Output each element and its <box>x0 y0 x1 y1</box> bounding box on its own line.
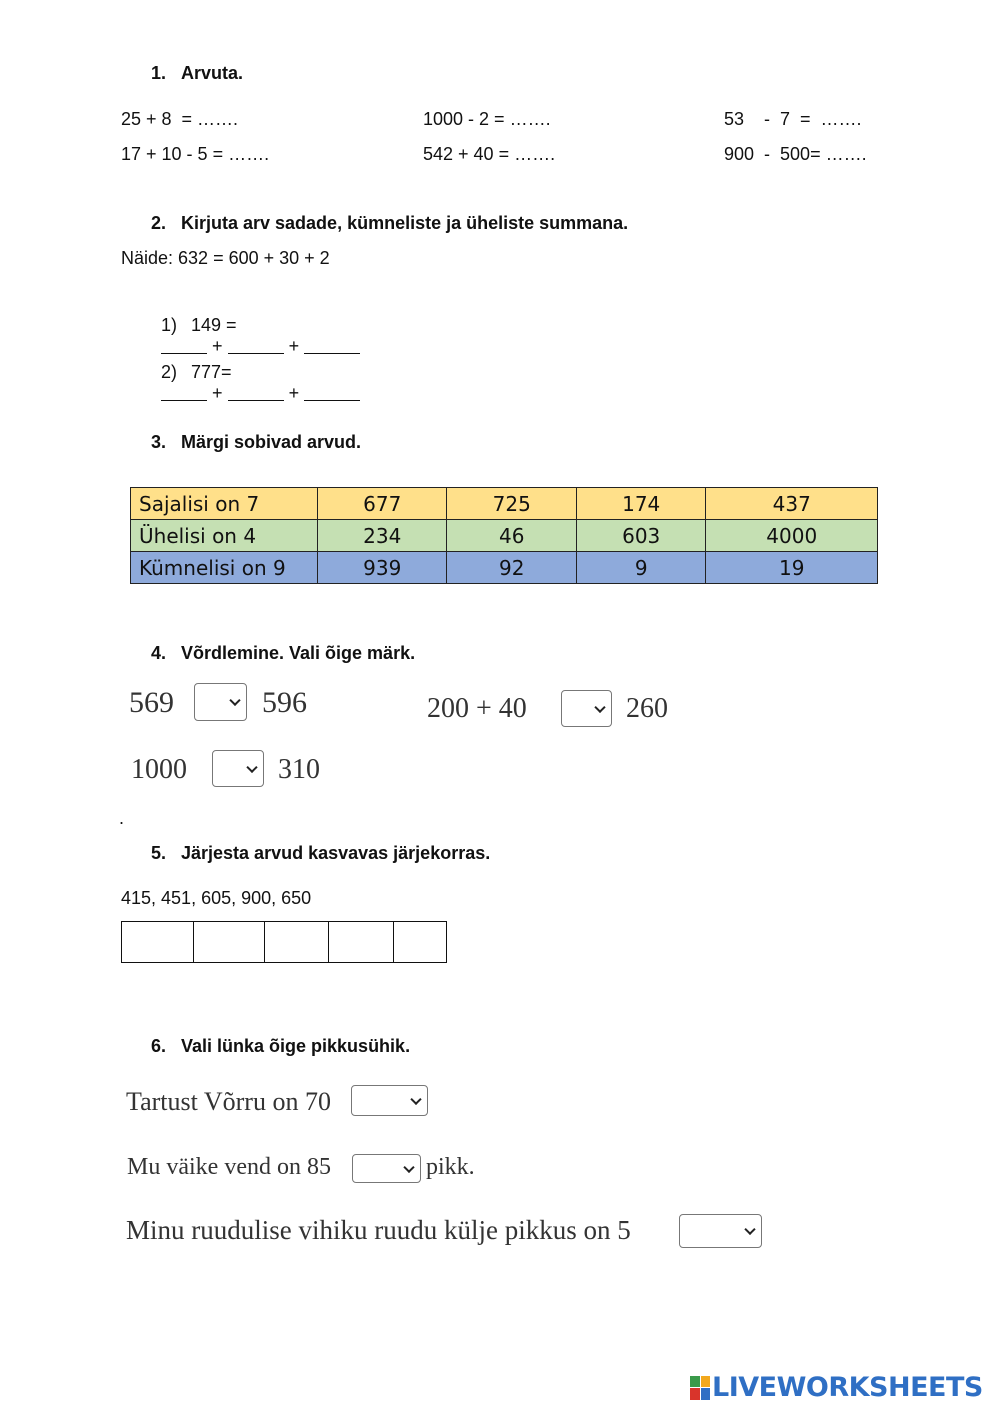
chevron-down-icon <box>403 1161 414 1172</box>
unit-sentence-1: Tartust Võrru on 70 <box>126 1087 331 1116</box>
unit-sentence-2: Mu väike vend on 85 <box>127 1154 331 1180</box>
order-box[interactable] <box>329 922 394 962</box>
order-box[interactable] <box>194 922 265 962</box>
chevron-down-icon <box>744 1224 755 1235</box>
section1-heading: 1. Arvuta. <box>151 63 244 83</box>
unit-select[interactable] <box>679 1214 762 1248</box>
comparison-select[interactable] <box>561 690 612 727</box>
table-row <box>131 488 878 520</box>
example-text: Näide: 632 = 600 + 30 + 2 <box>121 248 330 268</box>
exercise-1b: 1000 - 2 = ……. <box>423 109 551 129</box>
table-cell[interactable]: 437 <box>706 488 878 520</box>
section3-heading: 3. Märgi sobivad arvud. <box>151 432 362 452</box>
table-cell[interactable]: 46 <box>447 520 576 552</box>
chevron-down-icon <box>594 701 605 712</box>
section5-heading: 5. Järjesta arvud kasvavas järjekorras. <box>151 843 491 863</box>
unit-select[interactable] <box>352 1154 421 1183</box>
exercise-1f: 900 - 500= ……. <box>724 144 867 164</box>
table-cell[interactable]: 9 <box>576 552 705 584</box>
chevron-down-icon <box>410 1093 421 1104</box>
table-cell[interactable]: 234 <box>318 520 447 552</box>
answer-blank[interactable] <box>228 384 284 401</box>
chevron-down-icon <box>246 761 257 772</box>
compare-left: 569 <box>129 686 174 719</box>
answer-blank[interactable] <box>304 384 360 401</box>
table-cell[interactable]: 174 <box>576 488 705 520</box>
order-boxes <box>121 921 447 963</box>
table-cell[interactable]: 4000 <box>706 520 878 552</box>
table-cell[interactable]: 92 <box>447 552 576 584</box>
table-cell[interactable]: 725 <box>447 488 576 520</box>
compare-right: 596 <box>262 686 307 719</box>
section6-heading: 6. Vali lünka õige pikkusühik. <box>151 1036 411 1056</box>
section4-heading: 4. Võrdlemine. Vali õige märk. <box>151 643 416 663</box>
comparison-select[interactable] <box>194 683 247 721</box>
liveworksheets-logo <box>690 1372 983 1403</box>
unit-sentence-2-end: pikk. <box>426 1154 475 1180</box>
compare-right: 310 <box>278 754 320 785</box>
table-cell[interactable]: 677 <box>318 488 447 520</box>
table-row <box>131 520 878 552</box>
number-table <box>130 487 878 584</box>
exercise-1a: 25 + 8 = ……. <box>121 109 239 129</box>
row-label: Sajalisi on 7 <box>131 488 318 520</box>
section2-heading: 2. Kirjuta arv sadade, kümneliste ja üheliste summana. <box>151 213 629 233</box>
exercise-1c: 53 - 7 = ……. <box>724 109 862 129</box>
table-cell[interactable]: 603 <box>576 520 705 552</box>
compare-right: 260 <box>626 693 668 724</box>
table-cell[interactable]: 19 <box>706 552 878 584</box>
answer-blank[interactable] <box>161 384 207 401</box>
exercise-1d: 17 + 10 - 5 = ……. <box>121 144 270 164</box>
unit-sentence-3: Minu ruudulise vihiku ruudu külje pikkus on 5 <box>126 1215 631 1245</box>
stray-dot: . <box>119 808 125 828</box>
order-box[interactable] <box>122 922 194 962</box>
comparison-select[interactable] <box>212 750 264 787</box>
row-label: Ühelisi on 4 <box>131 520 318 552</box>
compare-left: 1000 <box>131 754 187 785</box>
decompose-item-1: 1) 149 = + + <box>151 294 360 357</box>
table-cell[interactable]: 939 <box>318 552 447 584</box>
compare-left: 200 + 40 <box>427 693 527 724</box>
table-row <box>131 552 878 584</box>
numbers-to-sort: 415, 451, 605, 900, 650 <box>121 888 312 908</box>
unit-select[interactable] <box>351 1085 428 1116</box>
order-box[interactable] <box>394 922 446 962</box>
liveworksheets-logo-icon <box>690 1376 710 1400</box>
decompose-item-2: 2) 777= + + <box>151 341 360 404</box>
row-label: Kümnelisi on 9 <box>131 552 318 584</box>
logo-text: LIVEWORKSHEETS <box>712 1372 983 1403</box>
chevron-down-icon <box>229 695 240 706</box>
exercise-1e: 542 + 40 = ……. <box>423 144 556 164</box>
order-box[interactable] <box>265 922 329 962</box>
